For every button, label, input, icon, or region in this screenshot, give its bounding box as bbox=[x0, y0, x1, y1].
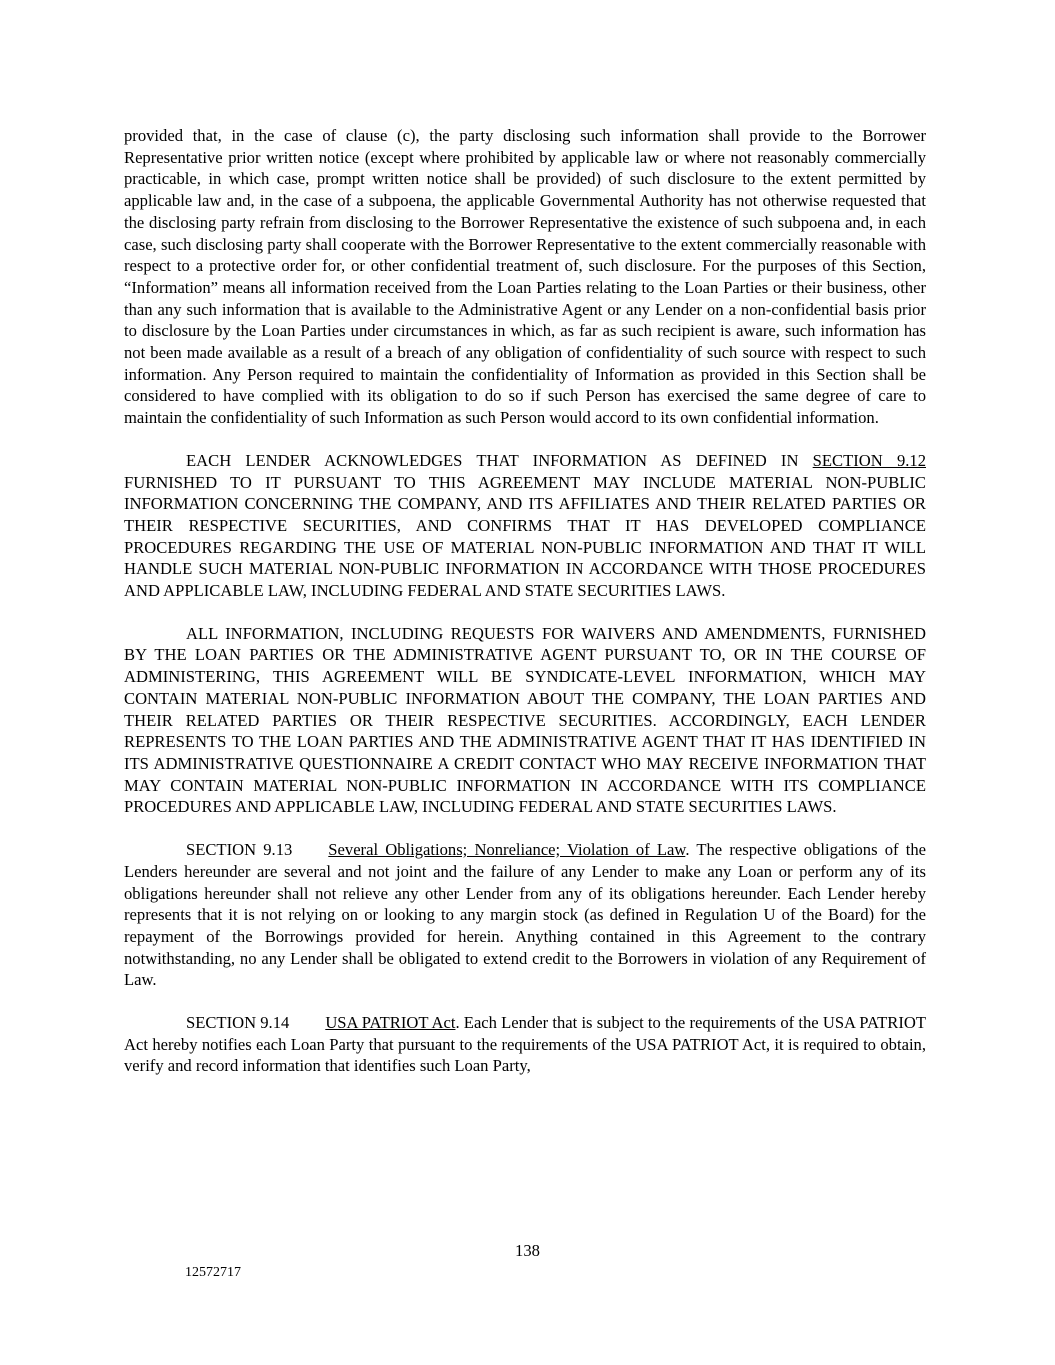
mnpi-text-post: FURNISHED TO IT PURSUANT TO THIS AGREEMENT MAY INCLUDE MATERIAL NON-PUBLIC INFORMATION CONCERNING THE COMPANY, AND ITS AFFILIATES AND THEIR RELATED PARTIES OR THEIR RESPECTIVE SECURITIES, AND CONFIRMS THAT IT HAS DEVELOPED COMPLIANCE PROCEDURES REGARDING THE USE OF MATERIAL NON-PUBLIC INFORMATION AND THAT IT WILL HANDLE SUCH MATERIAL NON-PUBLIC INFORMATION IN ACCORDANCE WITH THOSE PROCEDURES AND APPLICABLE LAW, INCLUDING FEDERAL AND STATE SECURITIES LAWS. bbox=[124, 472, 926, 601]
paragraph-confidentiality-proviso: provided that, in the case of clause (c), the party disclosing such information shall provide to the Borrower Representative prior written notice (except where prohibited by applicable law or where not reasonably commercially practicable, in which case, prompt written notice shall be provided) of such disclosure to the extent permitted by applicable law and, in the case of a subpoena, the applicable Governmental Authority has not otherwise requested that the disclosing party refrain from disclosing to the Borrower Representative the existence of such subpoena and, in each case, such disclosing party shall cooperate with the Borrower Representative to the extent commercially reasonable with respect to a protective order for, or other confidential treatment of, such disclosure. For the purposes of this Section, “Information” means all information received from the Loan Parties relating to the Loan Parties or their business, other than any such information that is available to the Administrative Agent or any Lender on a non-confidential basis prior to disclosure by the Loan Parties under circumstances in which, as far as such recipient is aware, such information has not been made available as a result of a breach of any obligation of confidentiality of such source with respect to such information. Any Person required to maintain the confidentiality of Information as provided in this Section shall be considered to have complied with its obligation to do so if such Person has exercised the same degree of care to maintain the confidentiality of such Information as such Person would accord to its own confidential information. bbox=[124, 126, 926, 428]
section-9-12-reference: SECTION 9.12 bbox=[812, 450, 926, 470]
section-9-13-heading: Several Obligations; Nonreliance; Violation of Law bbox=[328, 840, 686, 860]
page-number: 138 bbox=[515, 1241, 540, 1260]
paragraph-mnpi-acknowledgement bbox=[124, 450, 926, 602]
document-id: 12572717 bbox=[185, 1265, 241, 1280]
document-body bbox=[124, 125, 926, 1098]
paragraph-syndicate-information: ALL INFORMATION, INCLUDING REQUESTS FOR WAIVERS AND AMENDMENTS, FURNISHED BY THE LOAN PARTIES OR THE ADMINISTRATIVE AGENT PURSUANT TO, OR IN THE COURSE OF ADMINISTERING, THIS AGREEMENT WILL BE SYNDICATE-LEVEL INFORMATION, WHICH MAY CONTAIN MATERIAL NON-PUBLIC INFORMATION ABOUT THE COMPANY, THE LOAN PARTIES AND THEIR RELATED PARTIES OR THEIR RESPECTIVE SECURITIES. ACCORDINGLY, EACH LENDER REPRESENTS TO THE LOAN PARTIES AND THE ADMINISTRATIVE AGENT THAT IT HAS IDENTIFIED IN ITS ADMINISTRATIVE QUESTIONNAIRE A CREDIT CONTACT WHO MAY RECEIVE INFORMATION THAT MAY CONTAIN MATERIAL NON-PUBLIC INFORMATION IN ACCORDANCE WITH ITS COMPLIANCE PROCEDURES AND APPLICABLE LAW, INCLUDING FEDERAL AND STATE SECURITIES LAWS. bbox=[124, 623, 926, 817]
section-9-14 bbox=[124, 1012, 926, 1077]
section-9-13 bbox=[124, 839, 926, 991]
section-9-14-number: SECTION 9.14 bbox=[186, 1013, 290, 1033]
section-9-13-number: SECTION 9.13 bbox=[186, 840, 293, 860]
section-9-14-heading: USA PATRIOT Act bbox=[325, 1013, 456, 1033]
section-9-13-body: . The respective obligations of the Lenders hereunder are several and not joint and the failure of any Lender to make any Loan or perform any of its obligations hereunder shall not relieve any other Lender from any of its obligations hereunder. Each Lender hereby represents that it is not relying on or looking to any margin stock (as defined in Regulation U of the Board) for the repayment of the Borrowings provided for herein. Anything contained in this Agreement to the contrary notwithstanding, no any Lender shall be obligated to extend credit to the Borrowers in violation of any Requirement of Law. bbox=[124, 840, 926, 990]
section-9-14-body: . Each Lender that is subject to the requirements of the USA PATRIOT Act hereby notifies each Loan Party that pursuant to the requirements of the USA PATRIOT Act, it is required to obtain, verify and record information that identifies such Loan Party, bbox=[124, 1013, 927, 1076]
mnpi-text-pre: EACH LENDER ACKNOWLEDGES THAT INFORMATION AS DEFINED IN bbox=[186, 450, 813, 470]
